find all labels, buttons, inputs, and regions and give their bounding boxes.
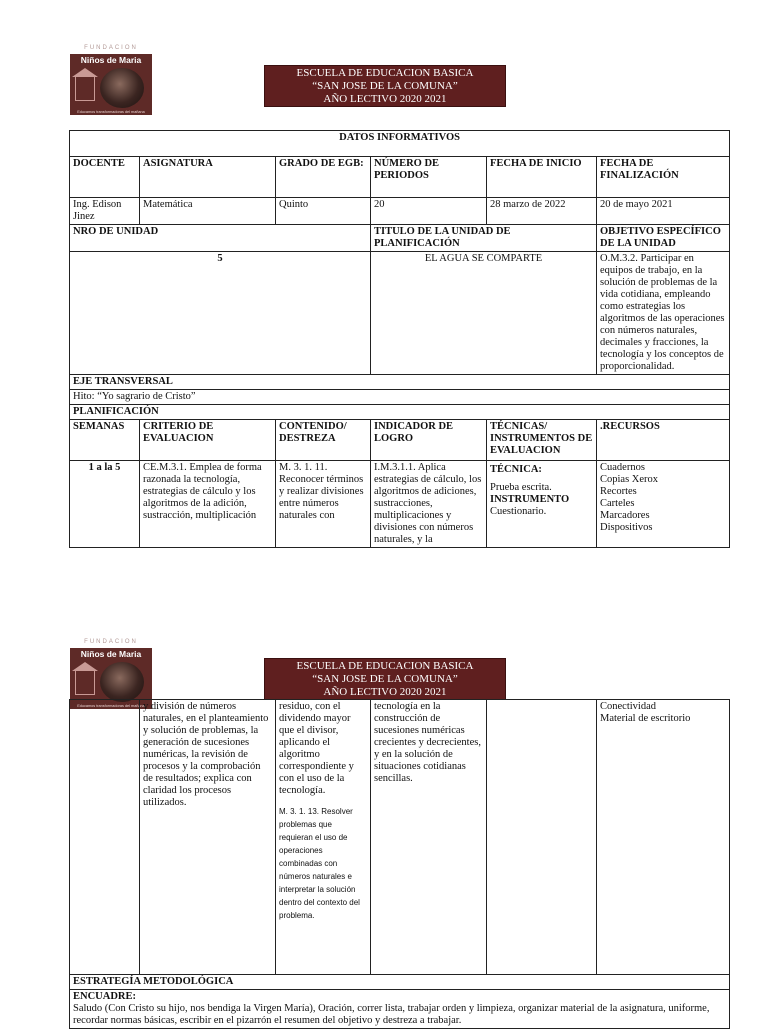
recurso-item: Carteles xyxy=(600,498,635,509)
encuadre-label: ENCUADRE: xyxy=(73,991,136,1002)
datos-informativos-title: DATOS INFORMATIVOS xyxy=(70,131,730,157)
header-nro-unidad: NRO DE UNIDAD xyxy=(70,225,371,252)
header-fecha-inicio: FECHA DE INICIO xyxy=(487,157,597,198)
tecnica-label: TÉCNICA: xyxy=(490,464,542,475)
header-docente: DOCENTE xyxy=(70,157,140,198)
value-semanas: 1 a la 5 xyxy=(70,461,140,548)
value-numero-periodos: 20 xyxy=(371,198,487,225)
value-recursos xyxy=(597,461,730,548)
encuadre-cell xyxy=(70,990,730,1029)
value-contenido: M. 3. 1. 11. Reconocer términos y realizar divisiones entre números naturales con xyxy=(276,461,371,548)
school-banner xyxy=(264,65,506,107)
logo-tagline: FUNDACION xyxy=(84,639,138,645)
value-fecha-inicio: 28 marzo de 2022 xyxy=(487,198,597,225)
estrategia-label: ESTRATEGÍA METODOLÓGICA xyxy=(70,975,730,990)
logo-motto: Educamos transformadoras del mañana xyxy=(77,110,145,114)
logo-name: Niños de Maria xyxy=(80,649,142,659)
value-objetivo-unidad: O.M.3.2. Participar en equipos de trabajo, en la solución de problemas de la vida cotidiana, empleando como estrategias los algoritmos de las operaciones con números naturales, decimales y fracciones, la tecnología y los conceptos de proporcionalidad. xyxy=(597,252,730,375)
child-photo xyxy=(100,68,144,108)
cont-tecnicas xyxy=(487,700,597,975)
banner-line-1: ESCUELA DE EDUCACION BASICA xyxy=(296,66,474,79)
value-asignatura: Matemática xyxy=(140,198,276,225)
plan-table-page-1 xyxy=(69,130,730,548)
value-tecnicas xyxy=(487,461,597,548)
recurso-item: Cuadernos xyxy=(600,462,645,473)
plan-table-page-2 xyxy=(69,699,730,1029)
tecnica-value: Prueba escrita. xyxy=(490,482,552,493)
house-body xyxy=(75,76,95,101)
recurso-item: Copias Xerox xyxy=(600,474,659,485)
contenido-part-b: M. 3. 1. 13. Resolver problemas que requieran el uso de operaciones combinadas con números naturales e interpretar la solución dentro del contexto del problema. xyxy=(279,807,360,920)
school-logo xyxy=(70,45,152,115)
cont-recursos xyxy=(597,700,730,975)
value-fecha-fin: 20 de mayo 2021 xyxy=(597,198,730,225)
cont-semanas xyxy=(70,700,140,975)
header-tecnicas: TÉCNICAS/ INSTRUMENTOS DE EVALUACION xyxy=(487,420,597,461)
header-criterio: CRITERIO DE EVALUACION xyxy=(140,420,276,461)
banner-line-3: AÑO LECTIVO 2020 2021 xyxy=(323,92,447,105)
logo-motto: Educamos transformadoras del mañana xyxy=(77,704,145,708)
header-recursos: .RECURSOS xyxy=(597,420,730,461)
value-grado: Quinto xyxy=(276,198,371,225)
logo-name: Niños de Maria xyxy=(80,55,142,65)
eje-transversal-value: Hito: “Yo sagrario de Cristo” xyxy=(70,390,730,405)
cont-criterio: y división de números naturales, en el planteamiento y solución de problemas, la generación de sucesiones numéricas, la revisión de procesos y la comprobación de resultados; explica con claridad los procesos utilizados. xyxy=(140,700,276,975)
recurso-item: Marcadores xyxy=(600,510,650,521)
encuadre-text: Saludo (Con Cristo su hijo, nos bendiga la Virgen María), Oración, correr lista, trabajar orden y limpieza, organizar material de la asignatura, uniforme, recordar normas básicas, escribir en el pizarrón el resumen del objetivo y destreza a trabajar. xyxy=(73,1003,710,1026)
page-2 xyxy=(0,630,768,1024)
logo-box xyxy=(70,54,152,115)
instrumento-label: INSTRUMENTO xyxy=(490,494,570,505)
recurso-item: Dispositivos xyxy=(600,522,653,533)
header-semanas: SEMANAS xyxy=(70,420,140,461)
recurso-item: Recortes xyxy=(600,486,637,497)
header-indicador: INDICADOR DE LOGRO xyxy=(371,420,487,461)
cont-contenido xyxy=(276,700,371,975)
contenido-part-a: residuo, con el dividendo mayor que el divisor, aplicando el algoritmo correspondiente y con el uso de la tecnología. xyxy=(279,701,354,796)
header-numero-periodos: NÚMERO DE PERIODOS xyxy=(371,157,487,198)
banner-line-2: “SAN JOSE DE LA COMUNA” xyxy=(312,79,458,92)
header-asignatura: ASIGNATURA xyxy=(140,157,276,198)
eje-transversal-label: EJE TRANSVERSAL xyxy=(70,375,730,390)
value-docente: Ing. Edison Jinez xyxy=(70,198,140,225)
value-titulo-unidad: EL AGUA SE COMPARTE xyxy=(371,252,597,375)
banner-line-3: AÑO LECTIVO 2020 2021 xyxy=(323,685,447,698)
planificacion-label: PLANIFICACIÓN xyxy=(70,405,730,420)
header-contenido: CONTENIDO/ DESTREZA xyxy=(276,420,371,461)
recurso-item: Material de escritorio xyxy=(600,713,691,724)
header-titulo-unidad: TITULO DE LA UNIDAD DE PLANIFICACIÓN xyxy=(371,225,597,252)
recurso-item: Conectividad xyxy=(600,701,656,712)
value-nro-unidad: 5 xyxy=(70,252,371,375)
child-photo xyxy=(100,662,144,702)
value-criterio: CE.M.3.1. Emplea de forma razonada la tecnología, estrategias de cálculo y los algoritmos de la adición, sustracción, multiplicación xyxy=(140,461,276,548)
school-banner xyxy=(264,658,506,700)
header-fecha-fin: FECHA DE FINALIZACIÓN xyxy=(597,157,730,198)
header-objetivo-unidad: OBJETIVO ESPECÍFICO DE LA UNIDAD xyxy=(597,225,730,252)
banner-line-1: ESCUELA DE EDUCACION BASICA xyxy=(296,659,474,672)
instrumento-value: Cuestionario. xyxy=(490,506,547,517)
house-body xyxy=(75,670,95,695)
logo-tagline: FUNDACION xyxy=(84,45,138,51)
value-indicador: I.M.3.1.1. Aplica estrategias de cálculo, los algoritmos de adiciones, sustracciones, multiplicaciones y divisiones con números naturales, y la xyxy=(371,461,487,548)
cont-indicador: tecnología en la construcción de sucesiones numéricas crecientes y decrecientes, y en la solución de situaciones cotidianas sencillas. xyxy=(371,700,487,975)
header-grado: GRADO DE EGB: xyxy=(276,157,371,198)
banner-line-2: “SAN JOSE DE LA COMUNA” xyxy=(312,672,458,685)
